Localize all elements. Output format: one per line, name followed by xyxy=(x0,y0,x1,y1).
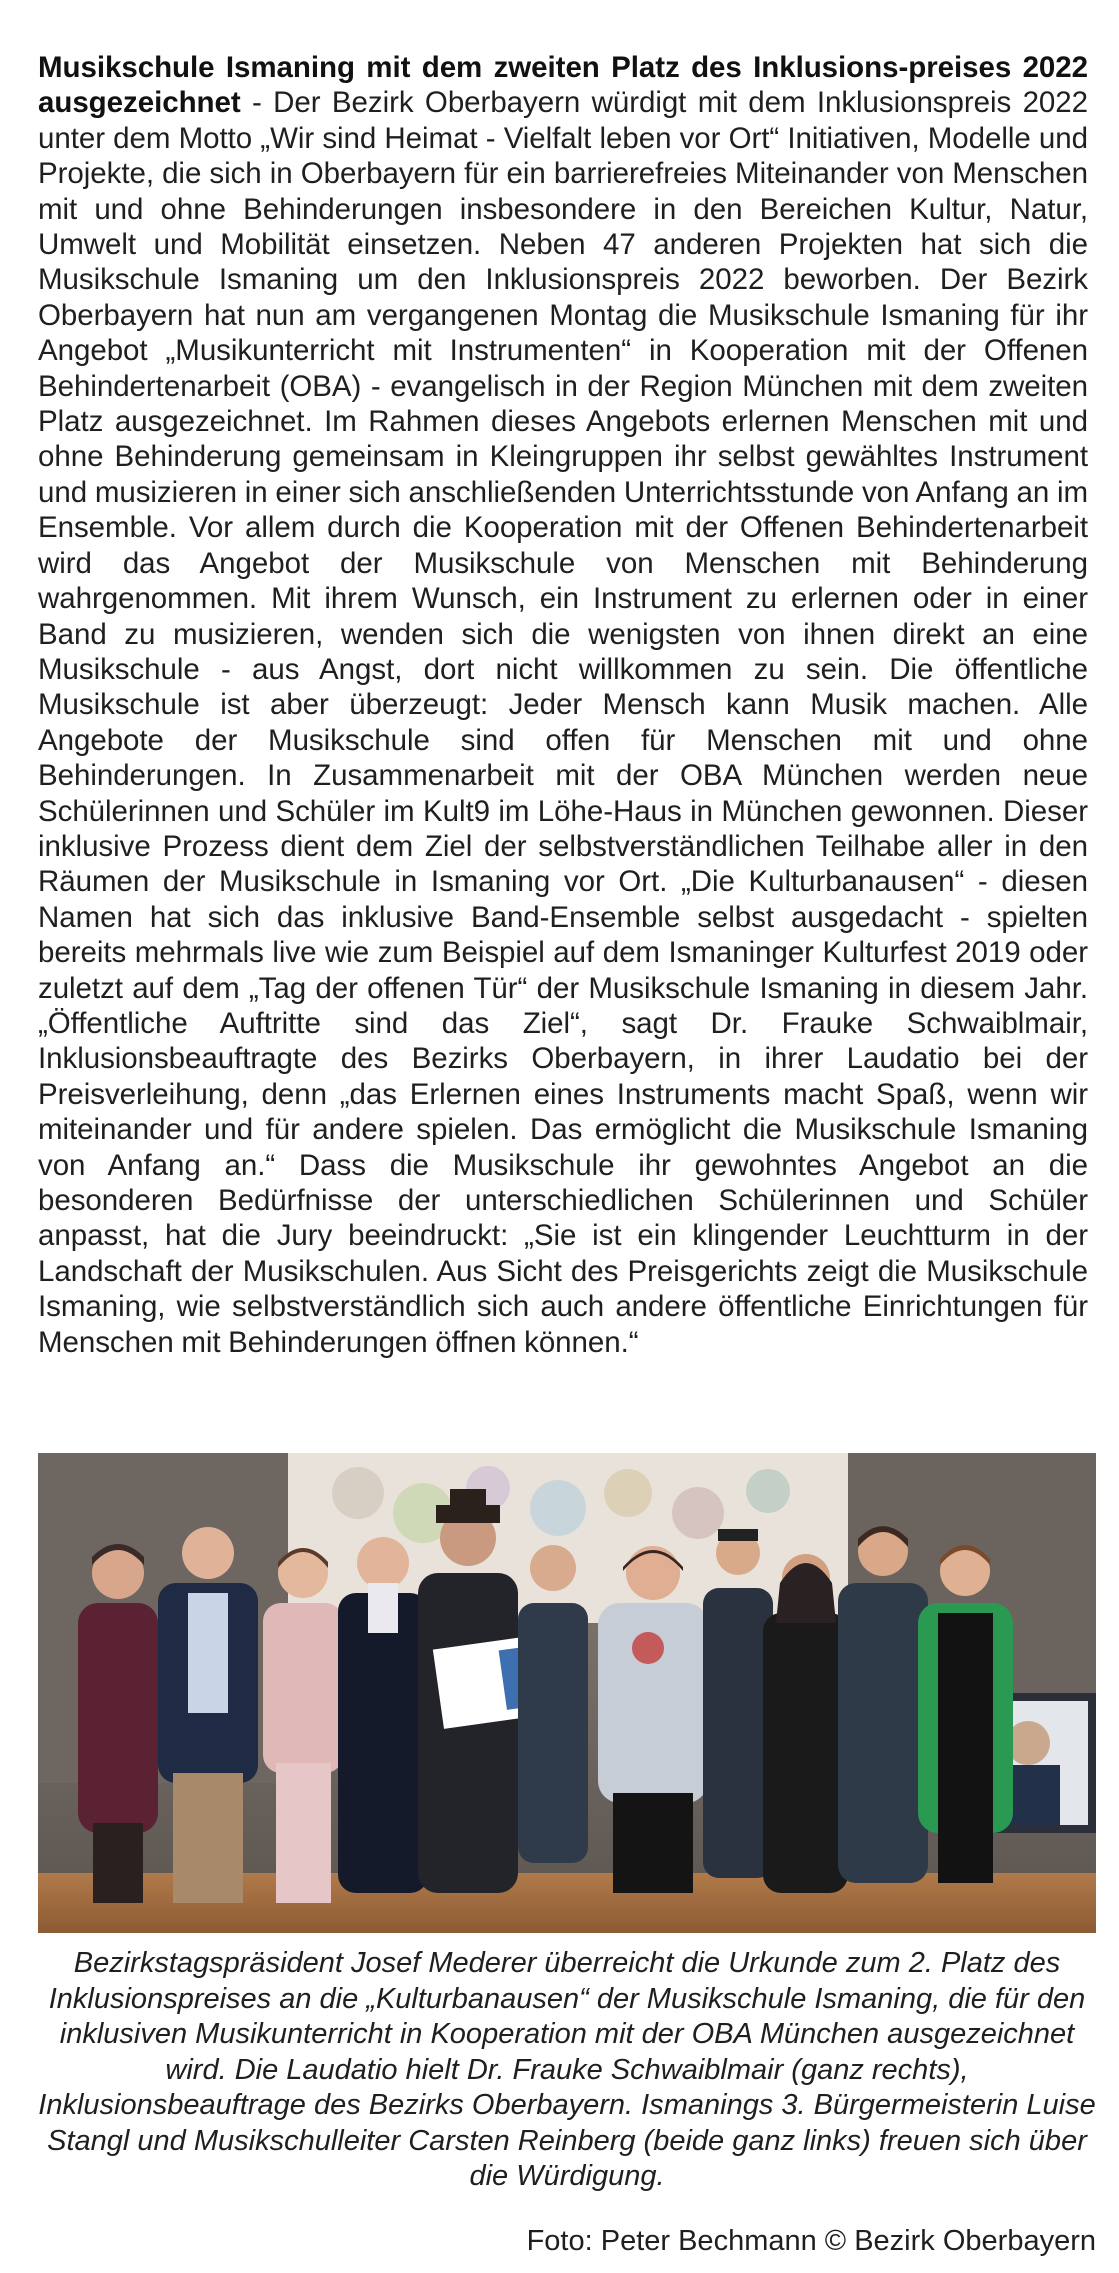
article-headline: Musikschule Ismaning mit dem zweiten Platz des Inklusions-preises 2022 ausgezeichnet xyxy=(38,51,1088,120)
article-text xyxy=(38,50,1088,1360)
photo-credit: Foto: Peter Bechmann © Bezirk Oberbayern xyxy=(526,2225,1096,2257)
photo-caption: Bezirkstagspräsident Josef Mederer überreicht die Urkunde zum 2. Platz des Inklusionspreises an die „Kulturbanausen“ der Musikschule Ismaning, die für den inklusiven Musikunterricht in Kooperation mit der OBA München ausgezeichnet wird. Die Laudatio hielt Dr. Frauke Schwaiblmair (ganz rechts), Inklusionsbeauftrage des Bezirks Oberbayern. Ismanings 3. Bürgermeisterin Luise Stangl und Musikschulleiter Carsten Reinberg (beide ganz links) freuen sich über die Würdigung. xyxy=(38,1947,1096,2192)
headline-separator: - xyxy=(240,86,274,120)
article-body: Der Bezirk Oberbayern würdigt mit dem Inklusionspreis 2022 unter dem Motto „Wir sind Heimat - Vielfalt leben vor Ort“ Initiativen, Modelle und Projekte, die sich in Oberbayern für ein barrierefreies Miteinander von Menschen mit und ohne Behinderungen insbesondere in den Bereichen Kultur, Natur, Umwelt und Mobilität einsetzen. Neben 47 anderen Projekten hat sich die Musikschule Ismaning um den Inklusionspreis 2022 beworben. Der Bezirk Oberbayern hat nun am vergangenen Montag die Musikschule Ismaning für ihr Angebot „Musikunterricht mit Instrumenten“ in Kooperation mit der Offenen Behindertenarbeit (OBA) - evangelisch in der Region München mit dem zweiten Platz ausgezeichnet. Im Rahmen dieses Angebots erlernen Menschen mit und ohne Behinderung gemeinsam in Kleingruppen ihr selbst gewähltes Instrument und musizieren in einer sich anschließenden Unterrichtsstunde von Anfang an im Ensemble. Vor allem durch die Kooperation mit der Offenen Behindertenarbeit wird das Angebot der Musikschule von Menschen mit Behinderung wahrgenommen. Mit ihrem Wunsch, ein Instrument zu erlernen oder in einer Band zu musizieren, wenden sich die wenigsten von ihnen direkt an eine Musikschule - aus Angst, dort nicht willkommen zu sein. Die öffentliche Musikschule ist aber überzeugt: Jeder Mensch kann Musik machen. Alle Angebote der Musikschule sind offen für Menschen mit und ohne Behinderungen. In Zusammenarbeit mit der OBA München werden neue Schülerinnen und Schüler im Kult9 im Löhe-Haus in München gewonnen. Dieser inklusive Prozess dient dem Ziel der selbstverständlichen Teilhabe aller in den Räumen der Musikschule in Ismaning vor Ort. „Die Kulturbanausen“ - diesen Namen hat sich das inklusive Band-Ensemble selbst ausgedacht - spielten bereits mehrmals live wie zum Beispiel auf dem Ismaninger Kulturfest 2019 oder zuletzt auf dem „Tag der offenen Tür“ der Musikschule Ismaning in diesem Jahr. „Öffentliche Auftritte sind das Ziel“, sagt Dr. Frauke Schwaiblmair, Inklusionsbeauftragte des Bezirks Oberbayern, in ihrer Laudatio bei der Preisverleihung, denn „das Erlernen eines Instruments macht Spaß, wenn wir miteinander und für andere spielen. Das ermöglicht die Musikschule Ismaning von Anfang an.“ Dass die Musikschule ihr gewohntes Angebot an die besonderen Bedürfnisse der unterschiedlichen Schülerinnen und Schüler anpasst, hat die Jury beeindruckt: „Sie ist ein klingender Leuchtturm in der Landschaft der Musikschulen. Aus Sicht des Preisgerichts zeigt die Musikschule Ismaning, wie selbstverständlich sich auch andere öffentliche Einrichtungen für Menschen mit Behinderungen öffnen können.“ xyxy=(38,86,1088,1359)
person-2 xyxy=(158,1527,258,1903)
group-photo xyxy=(38,1453,1096,1933)
